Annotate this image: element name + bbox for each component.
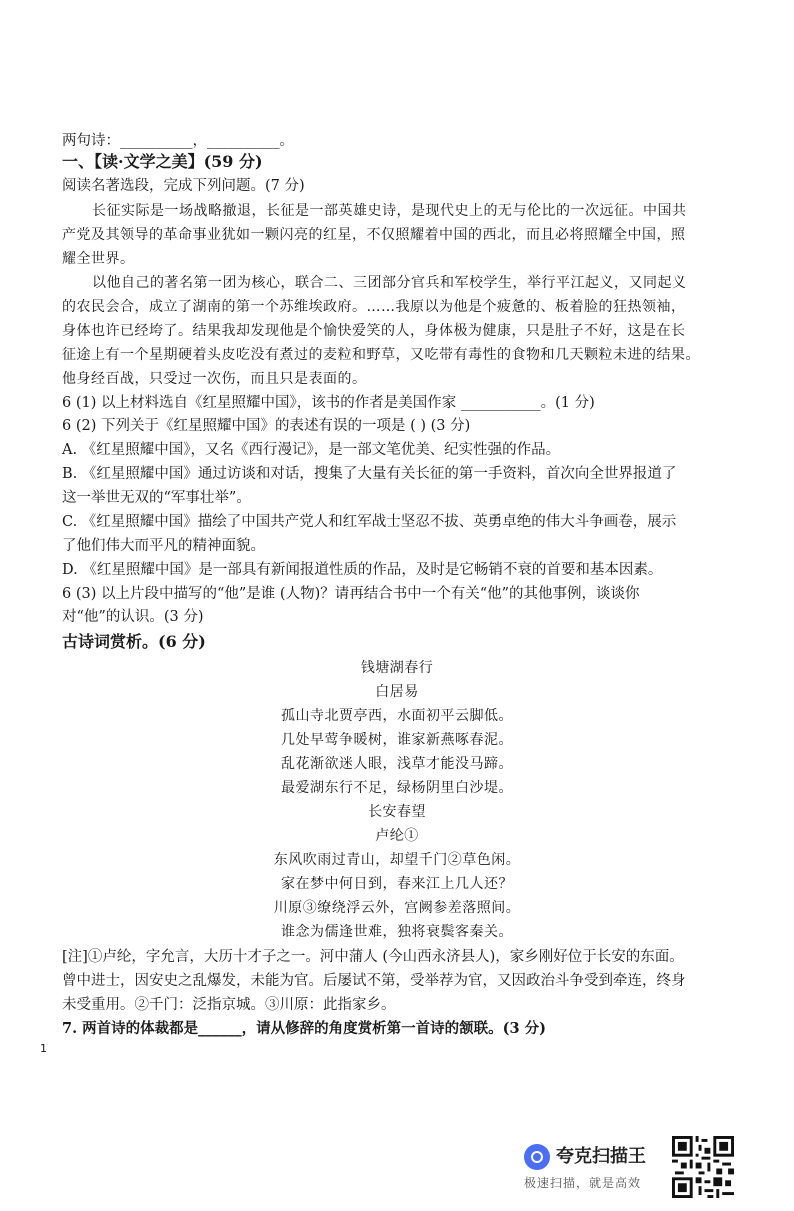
question-6-2: 6 (2) 下列关于《红星照耀中国》的表述有误的一项是 ( ) (3 分) — [62, 418, 471, 434]
option-c-cont: 了他们伟大而平凡的精神面貌。 — [62, 538, 265, 554]
option-b-cont: 这一举世无双的“军事壮举”。 — [62, 490, 251, 506]
question-6-1: 6 (1) 以上材料选自《红星照耀中国》，该书的作者是美国作家 ___________。(1 分) — [62, 395, 595, 411]
annotation-line: [注]①卢纶，字允言，大历十才子之一。河中蒲人 (今山西永济县人)，家乡刚好位于长安的东面。 — [62, 949, 684, 965]
question-6-3: 6 (3) 以上片段中描写的“他”是谁 (人物)？请再结合书中一个有关“他”的其他事例，谈谈你 — [62, 586, 640, 602]
brand-slogan: 极速扫描，就是高效 — [524, 1176, 642, 1190]
section-heading-poetry: 古诗词赏析。(6 分) — [62, 632, 206, 651]
poem-1-line: 孤山寺北贾亭西，水面初平云脚低。 — [281, 708, 513, 724]
annotation-line: 曾中进士，因安史之乱爆发，未能为官。后屡试不第，受举荐为官，又因政治斗争受到牵连，终身 — [62, 973, 686, 989]
reading-instruction: 阅读名著选段，完成下列问题。(7 分) — [62, 178, 305, 194]
poem-2-line: 川原③缭绕浮云外，宫阙参差落照间。 — [273, 900, 521, 916]
page-number: 1 — [40, 1042, 47, 1055]
poem-2-title: 长安春望 — [368, 804, 426, 820]
poem-2-line: 谁念为儒逢世难，独将衰鬓客秦关。 — [281, 924, 513, 940]
passage-line: 征途上有一个星期硬着头皮吃没有煮过的麦粒和野草，又吃带有毒性的食物和几天颗粒未进的结果。 — [62, 347, 700, 363]
two-verses-blank: 两句诗：__________，__________。 — [62, 133, 294, 149]
poem-1-line: 最爱湖东行不足，绿杨阴里白沙堤。 — [281, 780, 513, 796]
poem-1-line: 乱花渐欲迷人眼，浅草才能没马蹄。 — [281, 756, 513, 772]
passage-line: 长征实际是一场战略撤退，长征是一部英雄史诗，是现代史上的无与伦比的一次远征。中国共 — [92, 203, 687, 219]
passage-line: 的农民会合，成立了湖南的第一个苏维埃政府。……我原以为他是个疲惫的、板着脸的狂热领袖， — [62, 299, 686, 315]
option-d: D. 《红星照耀中国》是一部具有新闻报道性质的作品，及时是它畅销不衰的首要和基本因素。 — [62, 562, 663, 578]
passage-line: 以他自己的著名第一团为核心，联合二、三团部分官兵和军校学生，举行平江起义，又同起义 — [92, 275, 687, 291]
annotation-line: 未受重用。②千门：泛指京城。③川原：此指家乡。 — [62, 997, 396, 1013]
poem-2-line: 东风吹雨过青山，却望千门②草色闲。 — [273, 852, 521, 868]
passage-line: 身体也许已经垮了。结果我却发现他是个愉快爱笑的人，身体极为健康，只是肚子不好，这是在长 — [62, 323, 686, 339]
poem-2-line: 家在梦中何日到，春来江上几人还？ — [281, 876, 513, 892]
option-a: A. 《红星照耀中国》，又名《西行漫记》，是一部文笔优美、纪实性强的作品。 — [62, 442, 561, 458]
question-6-3-cont: 对“他”的认识。(3 分) — [62, 609, 204, 625]
poem-2-author: 卢纶① — [375, 828, 419, 844]
passage-line: 耀全世界。 — [62, 251, 135, 267]
poem-1-title: 钱塘湖春行 — [360, 660, 434, 676]
section-heading-reading: 一、【读·文学之美】(59 分) — [62, 152, 263, 171]
question-7: 7. 两首诗的体裁都是______，请从修辞的角度赏析第一首诗的颔联。(3 分) — [62, 1020, 547, 1037]
qr-code-icon — [672, 1136, 734, 1198]
poem-1-author: 白居易 — [375, 684, 419, 700]
scanner-watermark — [524, 1140, 664, 1190]
passage-line: 产党及其领导的革命事业犹如一颗闪亮的红星，不仅照耀着中国的西北，而且必将照耀全中国，照 — [62, 227, 686, 243]
poem-1-line: 几处早莺争暖树，谁家新燕啄春泥。 — [281, 732, 513, 748]
option-c: C. 《红星照耀中国》描绘了中国共产党人和红军战士坚忍不拔、英勇卓绝的伟大斗争画卷，展示 — [62, 514, 677, 530]
passage-line: 他身经百战，只受过一次伤，而且只是表面的。 — [62, 371, 367, 387]
option-b: B. 《红星照耀中国》通过访谈和对话，搜集了大量有关长征的第一手资料，首次向全世界报道了 — [62, 466, 677, 482]
quark-logo-icon — [524, 1144, 550, 1170]
brand-name: 夸克扫描王 — [556, 1146, 646, 1167]
